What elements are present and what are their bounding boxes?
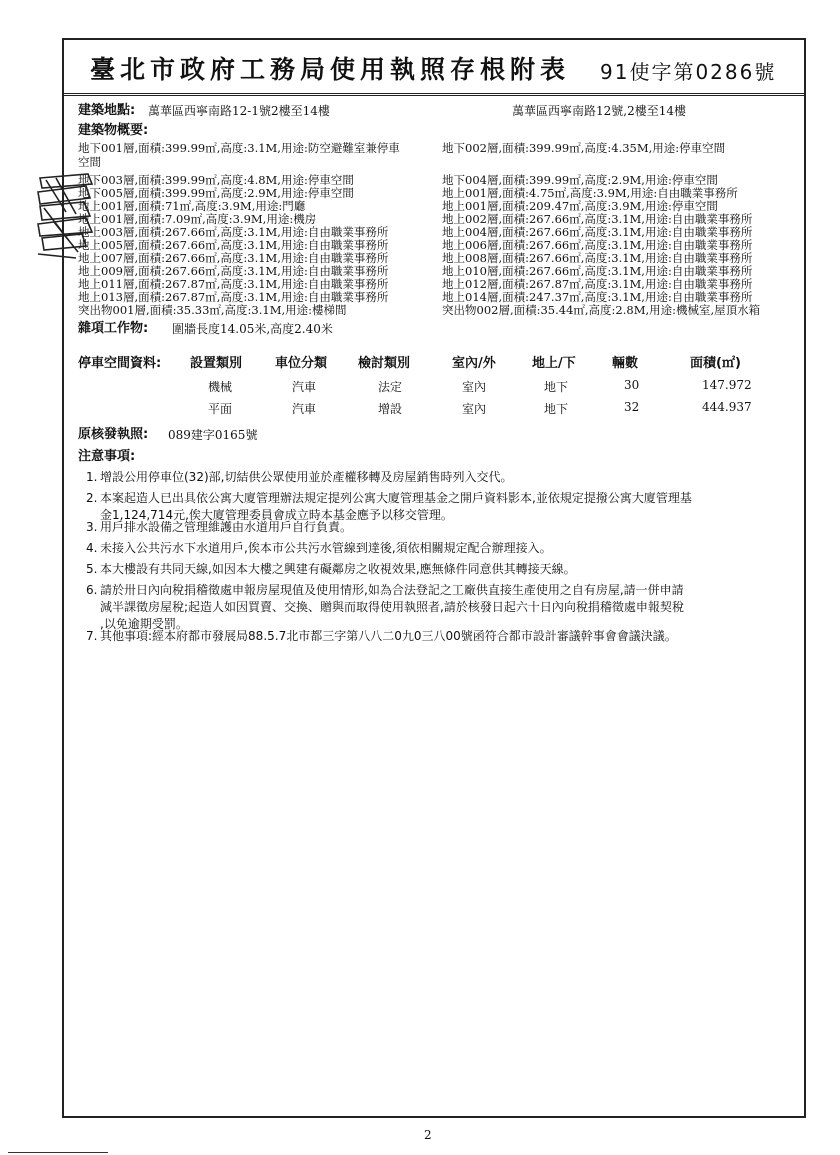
table-cell: 室內 [462,402,487,416]
note-item [86,582,786,599]
note-text: 用戶排水設備之管理維護由水道用戶自行負責。 [100,520,353,534]
note-text-cont: ,以免逾期受罰。 [100,617,188,631]
floor-row: 地上008層,面積:267.66㎡,高度:3.1M,用途:自由職業事務所 [442,251,753,265]
note-text: 未接入公共污水下水道用戶,俟本市公共污水管線到達後,須依相關規定配合辦理接入。 [100,541,552,555]
parking-col-level: 地上/下 [532,356,576,371]
note-number: 6. [86,583,98,597]
floor-row: 地上013層,面積:267.87㎡,高度:3.1M,用途:自由職業事務所 [78,290,389,304]
table-cell: 平面 [208,402,233,416]
floor-row: 地下005層,面積:399.99㎡,高度:2.9M,用途:停車空間 [78,186,354,200]
note-number: 7. [86,629,98,643]
divider [8,1152,108,1153]
floor-row: 地上005層,面積:267.66㎡,高度:3.1M,用途:自由職業事務所 [78,238,389,252]
permit-number: 91使字第0286號 [600,60,777,84]
parking-col-indoor: 室內/外 [452,356,496,371]
floor-row: 地下003層,面積:399.99㎡,高度:4.8M,用途:停車空間 [78,173,354,187]
floor-row: 地上010層,面積:267.66㎡,高度:3.1M,用途:自由職業事務所 [442,264,753,278]
floor-row: 地上007層,面積:267.66㎡,高度:3.1M,用途:自由職業事務所 [78,251,389,265]
table-cell: 增設 [378,402,403,416]
original-license-value: 089建字0165號 [168,428,258,442]
parking-col-type: 設置類別 [190,356,243,371]
note-number: 4. [86,541,98,555]
floor-row: 地上001層,面積:4.75㎡,高度:3.9M,用途:自由職業事務所 [442,186,738,200]
floor-row: 地上004層,面積:267.66㎡,高度:3.1M,用途:自由職業事務所 [442,225,753,239]
floor-row: 突出物002層,面積:35.44㎡,高度:2.8M,用途:機械室,屋頂水箱 [442,303,761,317]
floor-row: 突出物001層,面積:35.33㎡,高度:3.1M,用途:樓梯間 [78,303,347,317]
site-address-right: 萬華區西寧南路12號,2樓至14樓 [512,104,686,118]
table-cell: 汽車 [292,380,317,394]
note-text-cont: 金1,124,714元,俟大廈管理委員會成立時本基金應予以移交管理。 [100,508,453,522]
note-number: 3. [86,520,98,534]
note-item [86,561,786,578]
floor-row: 地上012層,面積:267.87㎡,高度:3.1M,用途:自由職業事務所 [442,277,753,291]
table-cell: 機械 [208,380,233,394]
floor-row: 地上011層,面積:267.87㎡,高度:3.1M,用途:自由職業事務所 [78,277,389,291]
floor-row-basement-1: 地下001層,面積:399.99㎡,高度:3.1M,用途:防空避難室兼停車 [78,141,400,155]
floor-row: 地上001層,面積:7.09㎡,高度:3.9M,用途:機房 [78,212,317,226]
floor-row: 地上002層,面積:267.66㎡,高度:3.1M,用途:自由職業事務所 [442,212,753,226]
note-item [86,628,786,645]
floor-row: 地上001層,面積:71㎡,高度:3.9M,用途:門廳 [78,199,306,213]
scribble-mark-icon [36,172,96,260]
note-text: 請於卅日內向稅捐稽徵處申報房屋現值及使用情形,如為合法登記之工廠供直接生產使用之自有房屋,請一併申請 [100,583,684,597]
table-cell: 室內 [462,380,487,394]
parking-col-area: 面積(㎡) [690,356,741,371]
notes-label: 注意事項: [78,449,136,464]
table-cell: 汽車 [292,402,317,416]
misc-works-value: 圍牆長度14.05米,高度2.40米 [172,322,333,336]
note-text: 其他事項:經本府都市發展局88.5.7北市都三字第八八二0九0三八00號函符合都市設計審議幹事會會議決議。 [100,629,677,643]
floor-row: 地上001層,面積:209.47㎡,高度:3.9M,用途:停車空間 [442,199,718,213]
parking-label: 停車空間資料: [78,356,162,371]
note-number: 1. [86,470,98,484]
floor-row: 地上009層,面積:267.66㎡,高度:3.1M,用途:自由職業事務所 [78,264,389,278]
parking-col-review: 檢討類別 [358,356,411,371]
parking-col-count: 輛數 [612,356,639,371]
page-number: 2 [424,1128,432,1142]
overview-label: 建築物概要: [78,123,149,138]
floor-row-basement-1-cont: 空間 [78,155,101,169]
table-cell: 32 [624,400,640,414]
note-text: 增設公用停車位(32)部,切結供公眾使用並於產權移轉及房屋銷售時列入交代。 [100,470,513,484]
floor-row-basement-2: 地下002層,面積:399.99㎡,高度:4.35M,用途:停車空間 [442,141,726,155]
note-item [86,540,786,557]
floor-row: 地上006層,面積:267.66㎡,高度:3.1M,用途:自由職業事務所 [442,238,753,252]
note-text-cont: 減半課徵房屋稅;起造人如因買賣、交換、贈與而取得使用執照者,請於核發日起六十日內向稅捐稽徵處申報契稅 [100,600,684,614]
floor-row: 地下004層,面積:399.99㎡,高度:2.9M,用途:停車空間 [442,173,718,187]
parking-col-category: 車位分類 [275,356,328,371]
original-license-label: 原核發執照: [78,427,149,442]
note-number: 5. [86,562,98,576]
floor-row: 地上003層,面積:267.66㎡,高度:3.1M,用途:自由職業事務所 [78,225,389,239]
floor-row: 地上014層,面積:247.37㎡,高度:3.1M,用途:自由職業事務所 [442,290,753,304]
note-item [86,469,786,486]
note-number: 2. [86,491,98,505]
table-cell: 地下 [544,402,569,416]
misc-works-label: 雜項工作物: [78,321,149,336]
table-cell: 地下 [544,380,569,394]
note-text: 本大樓設有共同天線,如因本大樓之興建有礙鄰房之收視效果,應無條件同意供其轉接天線。 [100,562,576,576]
table-cell: 法定 [378,380,403,394]
note-item [86,490,786,507]
site-label: 建築地點: [78,103,136,118]
note-text: 本案起造人已出具依公寓大廈管理辦法規定提列公寓大廈管理基金之開戶資料影本,並依規定提撥公寓大廈管理基 [100,491,692,505]
page-title: 臺北市政府工務局使用執照存根附表 [90,55,571,84]
note-item [86,519,786,536]
table-cell: 30 [624,378,640,392]
table-cell: 444.937 [702,400,752,414]
table-cell: 147.972 [702,378,752,392]
site-address-left: 萬華區西寧南路12-1號2樓至14樓 [148,104,330,118]
